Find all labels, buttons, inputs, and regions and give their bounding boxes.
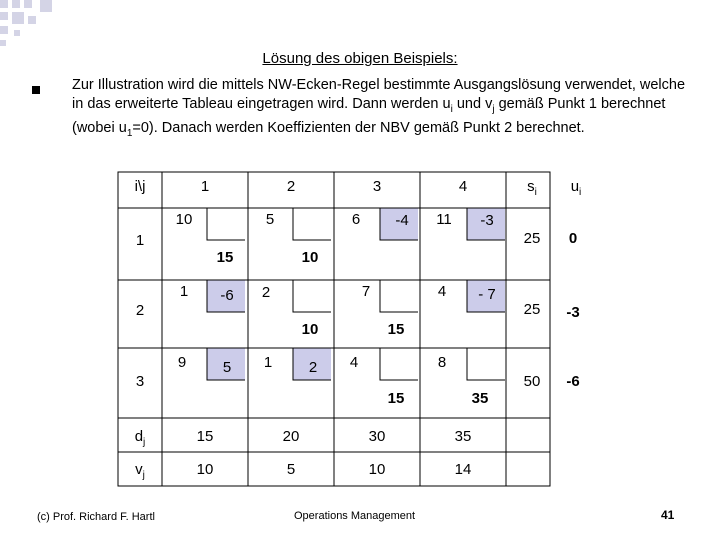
dual-v-value: 10 bbox=[368, 461, 386, 478]
dual-v-value: 10 bbox=[196, 461, 214, 478]
coeff-value: -3 bbox=[480, 212, 494, 229]
demand-value: 15 bbox=[196, 428, 214, 445]
supply-value: 25 bbox=[523, 301, 541, 318]
cost-cell: 9 bbox=[177, 354, 187, 371]
cost-cell: 1 bbox=[179, 283, 189, 300]
demand-value: 35 bbox=[454, 428, 472, 445]
cost-cell: 8 bbox=[437, 354, 447, 371]
column-header-3: 3 bbox=[372, 178, 382, 195]
column-header-1: 1 bbox=[200, 178, 210, 195]
row-label-3: 3 bbox=[135, 373, 145, 390]
allocation-value: 15 bbox=[387, 390, 405, 407]
dual-v-value: 5 bbox=[286, 461, 296, 478]
coeff-value: - 7 bbox=[478, 286, 496, 303]
allocation-value: 10 bbox=[301, 321, 319, 338]
coeff-value: 5 bbox=[222, 359, 232, 376]
supply-value: 50 bbox=[523, 373, 541, 390]
allocation-value: 15 bbox=[216, 249, 234, 266]
row-label-1: 1 bbox=[135, 232, 145, 249]
cost-cell: 6 bbox=[351, 211, 361, 228]
dual-u-value: -6 bbox=[566, 373, 580, 390]
footer-course: Operations Management bbox=[294, 510, 416, 522]
dual-u-value: 0 bbox=[568, 230, 578, 247]
cost-cell: 5 bbox=[265, 211, 275, 228]
supply-value: 25 bbox=[523, 230, 541, 247]
cost-cell: 4 bbox=[437, 283, 447, 300]
page-title: Lösung des obigen Beispiels: bbox=[262, 50, 458, 67]
intro-paragraph: Zur Illustration wird die mittels NW-Ecken-Regel bestimmte Ausgangslösung verwendet, welche in das erweiterte Tableau eingetragen wird. Dann werden $u_i$ und $v_j$ gemäß Punkt 1 berechnet (wobei $u_1=0$). Danach werden Koeffizienten der NBV gemäß Punkt 2 berechnet. bbox=[72, 77, 686, 139]
dual-v-row-label: $v_j$ bbox=[135, 461, 145, 481]
cost-cell: 1 bbox=[263, 354, 273, 371]
column-header-4: 4 bbox=[458, 178, 468, 195]
cost-cell: 7 bbox=[361, 283, 371, 300]
dual-u-header: $u_i$ bbox=[570, 178, 582, 198]
dual-u-value: -3 bbox=[566, 304, 580, 321]
cost-cell: 10 bbox=[175, 211, 193, 228]
corner-header: i\j bbox=[134, 178, 146, 195]
cost-cell: 2 bbox=[261, 284, 271, 301]
row-label-2: 2 bbox=[135, 302, 145, 319]
coeff-value: 2 bbox=[308, 359, 318, 376]
demand-value: 20 bbox=[282, 428, 300, 445]
column-header-2: 2 bbox=[286, 178, 296, 195]
coeff-value: -4 bbox=[395, 212, 409, 229]
dual-v-value: 14 bbox=[454, 461, 472, 478]
supply-header: $s_i$ bbox=[527, 178, 537, 198]
demand-row-label: $d_j$ bbox=[134, 428, 146, 448]
footer-author: (c) Prof. Richard F. Hartl bbox=[37, 511, 155, 523]
allocation-value: 35 bbox=[471, 390, 489, 407]
coeff-value: -6 bbox=[220, 287, 234, 304]
allocation-value: 10 bbox=[301, 249, 319, 266]
allocation-value: 15 bbox=[387, 321, 405, 338]
page-number: 41 bbox=[661, 508, 675, 522]
cost-cell: 11 bbox=[436, 211, 452, 228]
demand-value: 30 bbox=[368, 428, 386, 445]
cost-cell: 4 bbox=[349, 354, 359, 371]
